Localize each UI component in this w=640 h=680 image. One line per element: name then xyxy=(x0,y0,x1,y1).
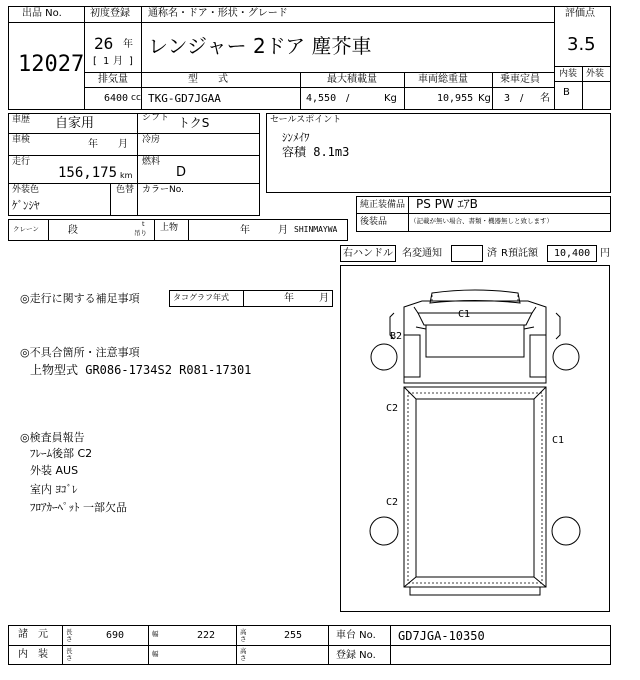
tachograph-label: タコグラフ年式 xyxy=(173,293,229,302)
history-label: 車歴 xyxy=(12,115,31,125)
gross-weight: 10,955 xyxy=(437,93,474,104)
divider xyxy=(137,113,138,216)
equipment: PS PW ｴｱB xyxy=(416,197,478,211)
displacement: 6400 xyxy=(104,93,129,104)
ac-label: 冷房 xyxy=(142,135,161,145)
crane-ton-unit: t xyxy=(142,220,145,228)
recycle-label: R預託額 xyxy=(501,248,538,259)
divider xyxy=(84,72,554,73)
height-label: 高さ xyxy=(240,628,247,643)
interior-height-label: 高さ xyxy=(240,647,247,662)
history: 自家用 xyxy=(55,116,95,131)
divider xyxy=(390,625,391,665)
divider xyxy=(236,625,237,665)
gross-label: 車両総重量 xyxy=(418,74,468,85)
inspector-report-label: ◎検査員報告 xyxy=(20,431,85,444)
divider xyxy=(8,645,611,646)
tachograph-month: 月 xyxy=(319,293,329,304)
fuel: D xyxy=(176,165,187,180)
damage-mark-c1-right: C1 xyxy=(552,435,565,446)
displacement-label: 排気量 xyxy=(98,74,128,85)
defects-label: ◎不具合箇所・注意事項 xyxy=(20,346,140,359)
chassis-label: 車台 No. xyxy=(336,630,376,641)
crane-label: クレーン xyxy=(13,225,39,233)
divider xyxy=(110,183,111,216)
interior-dims-label: 内 装 xyxy=(18,649,48,660)
divider xyxy=(154,219,155,241)
max-load: 4,550 xyxy=(306,93,337,104)
divider xyxy=(356,213,611,214)
inspector-line-3: 室内 ﾖｺﾞﾚ xyxy=(30,483,78,496)
rhd: 右ハンドル xyxy=(343,248,393,259)
divider xyxy=(8,155,260,156)
truck-diagram xyxy=(340,265,610,612)
divider xyxy=(141,72,142,110)
divider xyxy=(84,87,554,88)
inspection-year: 年 xyxy=(88,139,98,150)
interior-grade: B xyxy=(563,87,570,98)
reg-month: 1 xyxy=(103,56,110,67)
capacity-unit: 名 xyxy=(540,93,550,104)
divider xyxy=(188,219,189,241)
shift: トクS xyxy=(178,116,210,130)
divider xyxy=(492,72,493,110)
reg-month-unit: 月 xyxy=(113,56,123,67)
height: 255 xyxy=(284,630,303,641)
divider xyxy=(582,66,583,110)
damage-mark-c1-roof: C1 xyxy=(458,309,471,320)
exterior-grade-label: 外装 xyxy=(586,69,605,79)
first-reg-label: 初度登録 xyxy=(90,8,130,19)
color-change-label: 色替 xyxy=(116,185,135,195)
inspector-line-4: ﾌﾛｱｶｰﾍﾟｯﾄ 一部欠品 xyxy=(30,501,127,514)
defects-line: 上物型式 GR086-1734S2 R081-17301 xyxy=(30,363,252,377)
lot-number: 12027 xyxy=(18,52,85,77)
divider xyxy=(554,81,611,82)
interior-width-label: 幅 xyxy=(152,650,159,658)
damage-mark-c2-rear: C2 xyxy=(386,497,399,508)
width-label: 幅 xyxy=(152,630,159,638)
score-label: 評価点 xyxy=(565,8,595,19)
divider xyxy=(141,6,142,72)
vehicle-name: レンジャー 2ドア 塵芥車 xyxy=(148,34,372,58)
recycle-amount: 10,400 xyxy=(554,248,591,259)
divider xyxy=(48,219,49,241)
gross-unit: Kg xyxy=(478,93,491,104)
displacement-unit: cc xyxy=(131,93,141,103)
reg-year: 26 xyxy=(94,34,114,53)
divider xyxy=(554,6,555,110)
body-maker: SHINMAYWA xyxy=(294,225,338,234)
body-month: 月 xyxy=(278,225,288,236)
recycle-unit: 円 xyxy=(600,248,610,259)
divider xyxy=(84,22,554,23)
name-change-label: 名変通知 xyxy=(402,248,442,259)
divider xyxy=(404,72,405,110)
lot-number-label: 出品 No. xyxy=(22,8,62,19)
divider xyxy=(300,72,301,110)
chassis-number: GD7JGA-10350 xyxy=(398,629,485,643)
length: 690 xyxy=(106,630,125,641)
sales-point-line-2: 容積 8.1m3 xyxy=(282,145,350,159)
name-change-box xyxy=(451,245,483,262)
dims-label: 諸 元 xyxy=(18,629,48,640)
divider xyxy=(8,22,84,23)
mileage-label: 走行 xyxy=(12,157,31,167)
bracket-close: ] xyxy=(129,56,133,67)
damage-mark-c2-left: C2 xyxy=(386,403,399,414)
interior-length-label: 長さ xyxy=(66,647,73,662)
model: TKG-GD7JGAA xyxy=(148,92,221,105)
mileage: 156,175 xyxy=(58,165,118,181)
details-block xyxy=(8,113,260,216)
divider xyxy=(148,625,149,665)
recycle-prefix: 済 xyxy=(487,248,497,259)
color-code-label: カラーNo. xyxy=(142,185,184,195)
load-label: 最大積載量 xyxy=(327,74,377,85)
registration-label: 登録 No. xyxy=(336,650,376,661)
driving-notes-label: ◎走行に関する補足事項 xyxy=(20,292,140,305)
inspection-label: 車検 xyxy=(12,135,31,145)
fuel-label: 燃料 xyxy=(142,157,161,167)
divider xyxy=(8,133,260,134)
divider xyxy=(328,625,329,665)
vehicle-name-label: 通称名・ドア・形状・グレード xyxy=(148,8,288,19)
divider xyxy=(243,290,244,307)
aftermarket-label: 後装品 xyxy=(360,217,388,227)
shift-label: シフト xyxy=(142,113,170,123)
divider xyxy=(62,625,63,665)
inspection-month: 月 xyxy=(118,139,128,150)
crane-ton: 吊り xyxy=(134,229,147,237)
crane-steps: 段 xyxy=(68,225,78,236)
aftermarket-note: （記載が無い場合、書類・機器無しと致します） xyxy=(410,217,553,225)
sales-point-line-1: ｼﾝﾒｲﾜ xyxy=(282,131,310,144)
sales-point-label: セールスポイント xyxy=(270,115,342,125)
interior-grade-label: 内装 xyxy=(559,69,578,79)
score: 3.5 xyxy=(567,34,596,55)
reg-year-unit: 年 xyxy=(123,39,133,50)
body-year: 年 xyxy=(240,225,250,236)
load-separator: / xyxy=(346,93,350,104)
equipment-label: 純正装備品 xyxy=(360,200,406,210)
load-unit: Kg xyxy=(384,93,397,104)
model-label: 型 式 xyxy=(188,74,228,85)
inspector-line-1: ﾌﾚｰﾑ後部 C2 xyxy=(30,447,93,460)
capacity-separator: / xyxy=(520,93,524,104)
damage-mark-b2-cab: B2 xyxy=(390,331,403,342)
capacity: 3 xyxy=(504,93,511,104)
bracket-open: [ xyxy=(93,56,97,67)
width: 222 xyxy=(197,630,216,641)
color-label: 外装色 xyxy=(12,185,40,195)
divider xyxy=(408,196,409,232)
inspector-line-2: 外装 AUS xyxy=(30,464,79,477)
capacity-label: 乗車定員 xyxy=(500,74,540,85)
length-label: 長さ xyxy=(66,628,73,643)
body-color: ｹﾞﾝｼﾔ xyxy=(12,199,40,212)
tachograph-year: 年 xyxy=(284,293,294,304)
divider xyxy=(8,183,260,184)
body-label: 上物 xyxy=(160,223,179,233)
mileage-unit: km xyxy=(120,171,133,180)
